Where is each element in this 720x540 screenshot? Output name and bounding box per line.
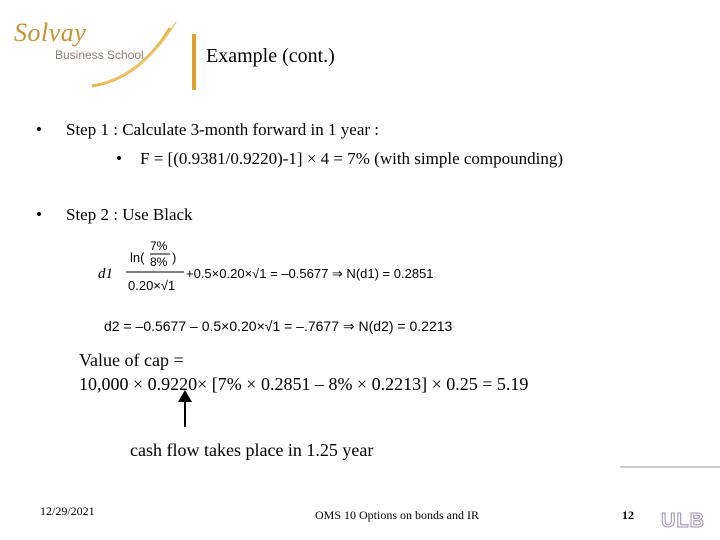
arrow-shaft — [184, 401, 186, 427]
title-accent-bar — [192, 34, 196, 90]
d1-denominator: 0.20×√1 — [128, 278, 176, 293]
footer-date: 12/29/2021 — [40, 504, 95, 518]
ln-denominator: 8% — [150, 255, 168, 269]
d1-rest: +0.5×0.20×√1 = –0.5677 ⇒ N(d1) = 0.2851 — [186, 266, 434, 281]
bullet-step1 — [36, 120, 379, 140]
step1-sub-text: F = [(0.9381/0.9220)-1] × 4 = 7% (with simple compounding) — [140, 149, 564, 168]
bullet-step1-sub — [116, 149, 563, 169]
d1-label: d1 — [98, 266, 113, 282]
cap-label: Value of cap = — [79, 350, 184, 370]
ln-text: ln( — [130, 250, 145, 265]
footer-course: OMS 10 Options on bonds and IR — [315, 508, 480, 522]
logo-swoosh-icon — [90, 18, 180, 90]
d1-formula — [98, 238, 518, 300]
step2-text: Step 2 : Use Black — [66, 205, 193, 224]
page-number: 12 — [622, 508, 634, 522]
slide-title: Example (cont.) — [206, 45, 335, 67]
logo-subtitle: Business School — [55, 48, 144, 62]
ulb-logo: ULB — [661, 510, 706, 532]
bullet-dot: • — [36, 120, 42, 139]
ln-rparen: ) — [172, 250, 177, 265]
bullet-dot: • — [36, 205, 42, 224]
d2-text: d2 = –0.5677 – 0.5×0.20×√1 = –.7677 ⇒ N(d2) = 0.2213 — [104, 318, 453, 334]
footer-divider — [620, 466, 720, 468]
cap-calculation: 10,000 × 0.9220× [7% × 0.2851 – 8% × 0.2213] × 0.25 = 5.19 — [79, 374, 529, 394]
ln-numerator: 7% — [150, 239, 168, 253]
cashflow-note: cash flow takes place in 1.25 year — [130, 440, 374, 460]
bullet-dot: • — [116, 149, 122, 168]
step1-text: Step 1 : Calculate 3-month forward in 1 year : — [66, 120, 379, 139]
d2-formula — [104, 312, 524, 338]
bullet-step2 — [36, 205, 193, 225]
logo-wordmark: Solvay — [14, 18, 87, 47]
